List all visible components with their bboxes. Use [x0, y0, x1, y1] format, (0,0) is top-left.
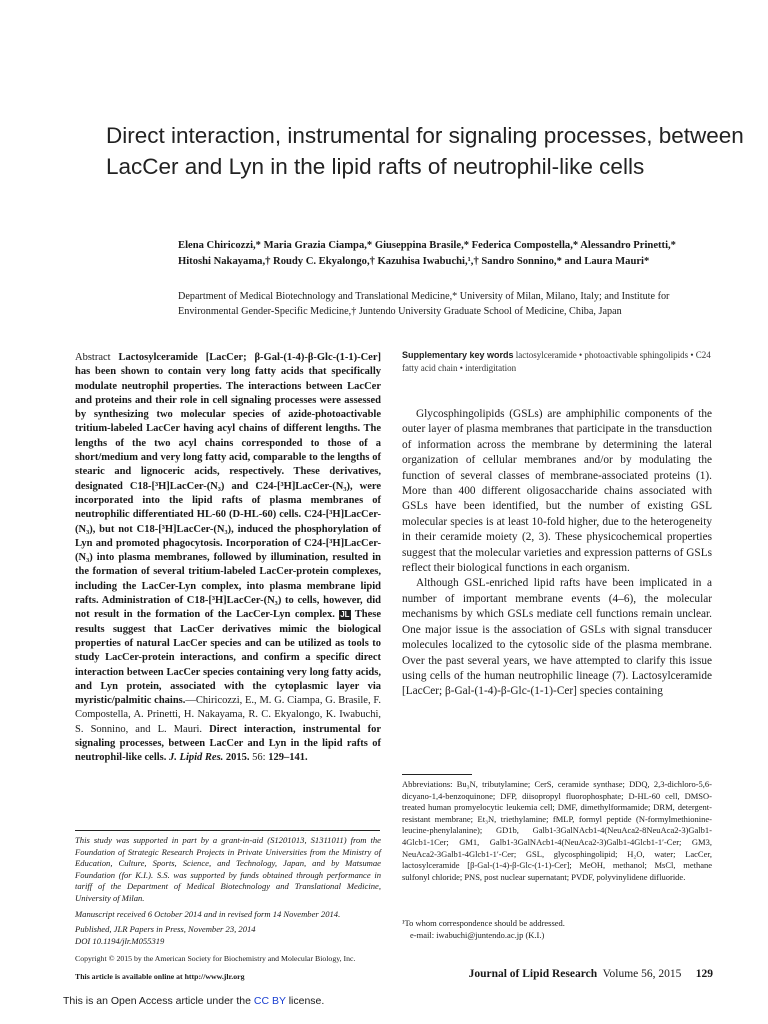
jl-badge-icon: JL	[340, 610, 350, 620]
abbreviations: Abbreviations: Bu₃N, tributylamine; CerS, ceramide synthase; DDQ, 2,3-dichloro-5,6-dicyano-1,4-benzoquinone; DFP, diisopropyl fluorophosphate; D-HL-60 cell, DMSO-treated human promyelocytic leukemia cell; DMF, dimethylformamide; DRM, detergent-resistant membrane; Et₃N, triethylamine; fMLP, formyl peptide (N-formylmethionine-leucine-phenylalanine); GD1b, Galb1-3GalNAcb1-4(NeuAca2-8NeuAca2-3)Galb1-4Glcb1-1Cer; GM1, Galb1-3GalNAcb1-4(NeuAca2-3)Galb1-4Glcb1-1′-Cer; GM3, NeuAca2-3Galb1-4Glcb1-1′-Cer; GSL, glycosphingolipid; H₂O, water; LacCer, lactosylceramide [β-Gal-(1-4)-β-Glc-(1-1)-Cer]; MeOH, methanol; MsCl, methane sulfonyl chloride; PNS, post nuclear supernatant; PVDF, polyvinylidene difluoride.	[402, 779, 712, 882]
open-access-suffix: license.	[288, 995, 325, 1007]
citation-title: Direct interaction, instrumental for signaling processes, between LacCer and Lyn in the lipid rafts of neutrophil-like cells.	[75, 723, 381, 764]
author-list: Elena Chiricozzi,* Maria Grazia Ciampa,* Giuseppina Brasile,* Federica Compostella,* Alessandro Prinetti,* Hitoshi Nakayama,† Roudy C. Ekyalongo,† Kazuhisa Iwabuchi,¹,† Sandro Sonnino,* and Laura Mauri*	[178, 240, 676, 267]
abstract	[75, 351, 381, 766]
intro-paragraph-2: Although GSL-enriched lipid rafts have been implicated in a number of important membrane events (4–6), the molecular mechanisms by which GSLs mediate cell functions remain unclear. One major issue is the association of GSLs with signal transducer molecules localized to the cytosolic side of the plasma membrane. Over the past several years, we have attempted to clarify this issue using cells of the human neutrophilic lineage (7). Lactosylceramide [LacCer; β-Gal-(1-4)-β-Glc-(1-1)-Cer] species containing	[402, 577, 712, 698]
funding-statement: This study was supported in part by a grant-in-aid (S1201013, S1311011) from the Foundation of Strategic Research Projects in Private Universities from the Ministry of Education, Culture, Sports, Science, and Technology, Japan, and by Matsumae Foundation (for K.I.). S.S. was supported by funds obtained through performance in tariff of the Department of Medical Biotechnology and Translational Medicine, University of Milan.	[75, 835, 381, 903]
copyright: Copyright © 2015 by the American Society for Biochemistry and Molecular Biology, Inc.	[75, 954, 356, 963]
introduction	[402, 407, 712, 700]
manuscript-received: Manuscript received 6 October 2014 and in revised form 14 November 2014.	[75, 908, 341, 919]
abstract-text-part1: Lactosylceramide [LacCer; β-Gal-(1-4)-β-Glc-(1-1)-Cer] has been shown to contain very long fatty acids that specifically modulate neutrophil properties. The interactions between LacCer and proteins and their role in cell signaling processes were assessed by synthesizing two molecular species of azide-photoactivable tritium-labeled LacCer having acyl chains of different lengths. The lengths of the two acyl chains corresponded to those of a short/medium and very long fatty acid, comparable to the lengths of stearic and lignoceric acids, respectively. These derivatives, designated C18-[³H]LacCer-(N₃) and C24-[³H]LacCer-(N₃), were incorporated into the lipid rafts of plasma membranes of neutrophilic differentiated HL-60 (D-HL-60) cells. C24-[³H]LacCer-(N₃), but not C18-[³H]LacCer-(N₃), induced the phosphorylation of Lyn and promoted phagocytosis. Incorporation of C24-[³H]LacCer-(N₃) into plasma membranes, followed by illumination, resulted in the formation of several tritium-labeled LacCer-protein complexes, including the LacCer-Lyn complex, into plasma membrane lipid rafts. Administration of C18-[³H]LacCer-(N₃) to cells, however, did not result in the formation of the LacCer-Lyn complex.	[75, 352, 382, 621]
open-access-text: This is an Open Access article under the	[63, 995, 251, 1007]
journal-name: Journal of Lipid Research	[468, 968, 598, 980]
article-title: Direct interaction, instrumental for signaling processes, between LacCer and Lyn in the lipid rafts of neutrophil-like cells	[106, 123, 744, 179]
abstract-text-part2: These results suggest that LacCer derivatives mimic the biological properties of natural LacCer species and can be utilized as tools to study LacCer-protein interactions, and confirm a specific direct interaction between LacCer species containing very long fatty acids, and Lyn protein, associated with the cytoplasmic layer via myristic/palmitic chains.	[75, 609, 381, 707]
page-number: 129	[695, 968, 713, 980]
citation-authors: —Chiricozzi, E., M. G. Ciampa, G. Brasile, F. Compostella, A. Prinetti, H. Nakayama, R. C. Ekyalongo, K. Iwabuchi, S. Sonnino, and L. Mauri.	[75, 695, 381, 735]
abstract-label: Abstract	[75, 352, 111, 363]
cc-by-link[interactable]: CC BY	[253, 995, 286, 1007]
funding-divider	[75, 830, 380, 831]
funding-notes	[75, 835, 381, 951]
citation-pages: 129–141.	[265, 752, 308, 764]
correspondence	[402, 918, 712, 941]
citation-year: 2015.	[223, 752, 250, 764]
online-availability[interactable]: This article is available online at http://www.jlr.org	[75, 972, 245, 981]
correspondence-note: ¹To whom correspondence should be addressed.	[402, 918, 565, 928]
citation-journal: J. Lipid Res.	[169, 752, 224, 764]
citation-volume: 56:	[249, 752, 266, 764]
supplementary-keywords	[402, 349, 714, 374]
correspondence-email[interactable]: e-mail: iwabuchi@juntendo.ac.jp (K.I.)	[410, 929, 545, 940]
keywords-text: lactosylceramide • photoactivable sphingolipids • C24 fatty acid chain • interdigitation	[402, 350, 711, 373]
published-date: Published, JLR Papers in Press, November 23, 2014	[75, 924, 256, 935]
intro-paragraph-1: Glycosphingolipids (GSLs) are amphiphilic components of the outer layer of plasma membranes that participate in the transduction of information across the membrane by determining the lateral organization of cellular membranes and/or by modulating the function of several classes of membrane-associated proteins (1). More than 400 different oligosaccharide chains associated with GSLs have been identified, but the number of existing GSL molecular species is at least 10-fold higher, due to the heterogeneity in their ceramide moiety (2, 3). These physicochemical properties suggest that the molecular varieties and expression patterns of GSLs reflect their biological functions in each organism.	[402, 408, 712, 575]
keywords-label: Supplementary key words	[402, 350, 514, 360]
open-access-notice	[63, 995, 324, 1007]
page-footer	[451, 968, 713, 980]
footnote-divider	[402, 774, 472, 775]
doi: DOI 10.1194/jlr.M055319	[75, 935, 165, 946]
affiliation: Department of Medical Biotechnology and Translational Medicine,* University of Milan, Milano, Italy; and Institute for Environmental Gender-Specific Medicine,† Juntendo University Graduate School of Medicine, Chiba, Japan	[178, 291, 670, 317]
journal-volume: Volume 56, 2015	[602, 968, 682, 980]
